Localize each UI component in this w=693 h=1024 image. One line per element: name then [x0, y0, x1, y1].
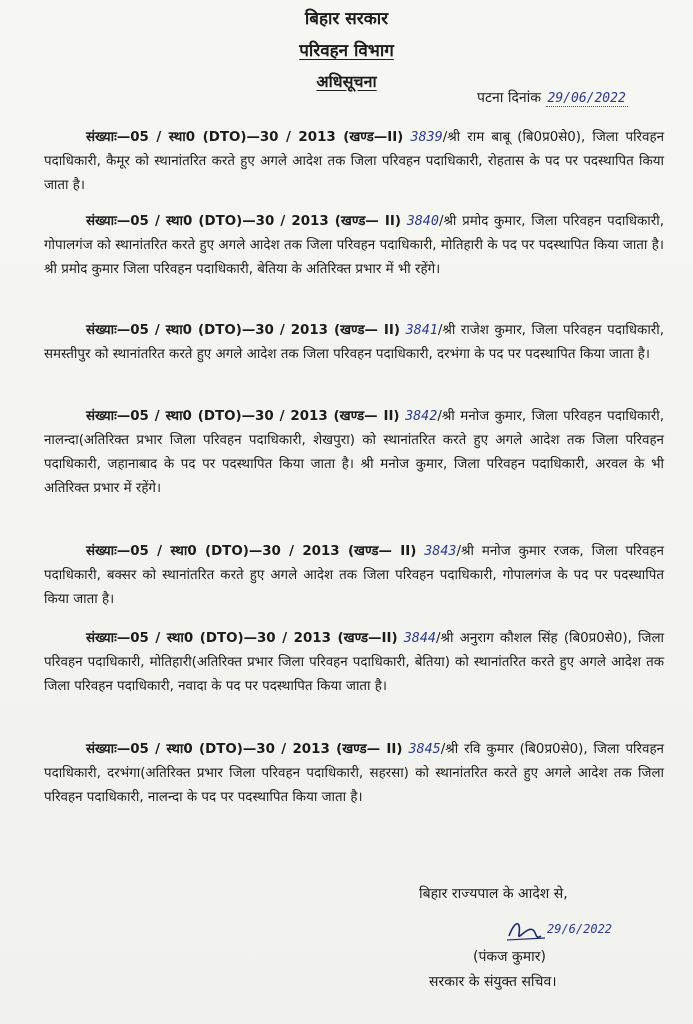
government-title: बिहार सरकार	[304, 9, 389, 29]
order-number: 3843	[424, 544, 457, 559]
order-text: /श्री अनुराग कौशल सिंह (बि0प्र0से0), जिला परिवहन पदाधिकारी, मोतिहारी(अतिरिक्त प्रभार जिला परिवहन पदाधिकारी, बेतिया) को स्थानांतरित करते हुए अगले आदेश तक जिला परिवहन पदाधिकारी, नवादा के पद पर पदस्थापित किया जाता है।	[44, 631, 664, 694]
signature-date: 29/6/2022	[547, 922, 613, 936]
order-paragraph-6	[44, 627, 664, 699]
order-text: /श्री राजेश कुमार, जिला परिवहन पदाधिकारी, समस्तीपुर को स्थानांतरित करते हुए अगले आदेश तक जिला परिवहन पदाधिकारी, दरभंगा के पद पर पदस्थापित किया जाता है।	[44, 323, 664, 362]
order-paragraph-3	[44, 319, 664, 367]
order-number: 3839	[410, 130, 443, 145]
order-paragraph-7	[44, 738, 664, 810]
order-text: /श्री मनोज कुमार, जिला परिवहन पदाधिकारी, नालन्दा(अतिरिक्त प्रभार जिला परिवहन पदाधिकारी, शेखपुरा) को स्थानांतरित करते हुए अगले आदेश तक जिला परिवहन पदाधिकारी, जहानाबाद के पद पर पदस्थापित किया जाता है। श्री मनोज कुमार, जिला परिवहन पदाधिकारी, अरवल के भी अतिरिक्त प्रभार में रहेंगे।	[44, 409, 664, 496]
signatory-designation: सरकार के संयुक्त सचिव।	[429, 974, 557, 990]
order-paragraph-2	[44, 210, 664, 282]
signatory-name: (पंकज कुमार)	[473, 949, 546, 965]
order-number: 3844	[403, 631, 436, 646]
order-paragraph-5	[44, 540, 664, 612]
order-ref: संख्याः—05 / स्था0 (DTO)—30 / 2013 (खण्ड— II)	[86, 214, 401, 229]
department-title: परिवहन विभाग	[299, 41, 394, 61]
order-ref: संख्याः—05 / स्था0 (DTO)—30 / 2013 (खण्ड— II)	[86, 323, 401, 338]
order-number: 3845	[408, 742, 441, 757]
order-text: /श्री मनोज कुमार रजक, जिला परिवहन पदाधिकारी, बक्सर को स्थानांतरित करते हुए अगले आदेश तक जिला परिवहन पदाधिकारी, गोपालगंज के पद पर पदस्थापित किया जाता है।	[44, 544, 664, 607]
notification-title: अधिसूचना	[316, 72, 377, 91]
order-paragraph-4	[44, 405, 664, 501]
order-ref: संख्याः—05 / स्था0 (DTO)—30 / 2013 (खण्ड—II)	[86, 631, 398, 646]
order-paragraph-1	[44, 126, 664, 198]
order-ref: संख्याः—05 / स्था0 (DTO)—30 / 2013 (खण्ड— II)	[86, 742, 403, 757]
order-number: 3840	[406, 214, 439, 229]
order-ref: संख्याः—05 / स्था0 (DTO)—30 / 2013 (खण्ड—II)	[86, 130, 404, 145]
handwritten-date: 29/06/2022	[547, 91, 626, 106]
order-text: /श्री प्रमोद कुमार, जिला परिवहन पदाधिकारी, गोपालगंज को स्थानांतरित करते हुए अगले आदेश तक जिला परिवहन पदाधिकारी, मोतिहारी के पद पर पदस्थापित किया जाता है। श्री प्रमोद कुमार जिला परिवहन पदाधिकारी, बेतिया के अतिरिक्त प्रभार में भी रहेंगे।	[44, 214, 664, 277]
order-text: /श्री राम बाबू (बि0प्र0से0), जिला परिवहन पदाधिकारी, कैमूर को स्थानांतरित करते हुए अगले आदेश तक जिला परिवहन पदाधिकारी, रोहतास के पद पर पदस्थापित किया जाता है।	[44, 130, 664, 193]
dateline	[477, 88, 628, 107]
signature	[505, 916, 635, 946]
order-ref: संख्याः—05 / स्था0 (DTO)—30 / 2013 (खण्ड— II)	[86, 409, 400, 424]
governor-order-line: बिहार राज्यपाल के आदेश से,	[419, 886, 568, 902]
order-number: 3841	[405, 323, 438, 338]
order-number: 3842	[405, 409, 438, 424]
order-text: /श्री रवि कुमार (बि0प्र0से0), जिला परिवहन पदाधिकारी, दरभंगा(अतिरिक्त प्रभार जिला परिवहन पदाधिकारी, सहरसा) को स्थानांतरित करते हुए अगले आदेश तक जिला परिवहन पदाधिकारी, नालन्दा के पद पर पदस्थापित किया जाता है।	[44, 742, 664, 805]
dateline-label: पटना दिनांक	[477, 90, 542, 106]
order-ref: संख्याः—05 / स्था0 (DTO)—30 / 2013 (खण्ड— II)	[86, 544, 417, 559]
